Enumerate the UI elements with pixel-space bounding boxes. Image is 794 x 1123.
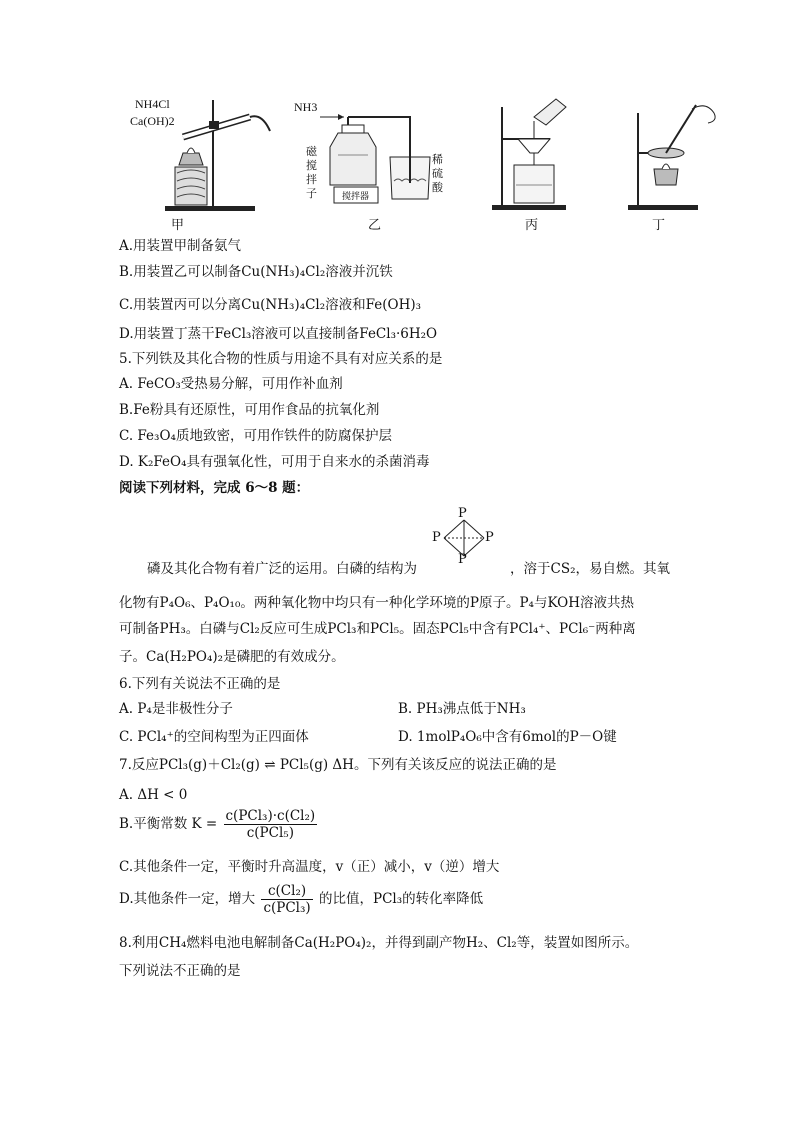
q5-option-a: A. FeCO₃受热易分解，可用作补血剂	[119, 376, 343, 392]
yi-stir-bar-label: 磁 搅 拌 子	[306, 145, 317, 200]
apparatus-yi	[292, 95, 442, 215]
q8-stem-line2: 下列说法不正确的是	[119, 963, 241, 979]
p4-atom-left: P	[432, 530, 441, 545]
stirrer-label: 搅拌器	[342, 192, 370, 202]
material-line1-end: ，溶于CS₂，易自燃。其氧	[510, 561, 670, 577]
q6-option-d: D. 1molP₄O₆中含有6mol的P－O键	[398, 729, 617, 745]
p4-atom-bottom: P	[458, 552, 467, 567]
q6-option-b: B. PH₃沸点低于NH₃	[398, 701, 526, 717]
q6-option-a: A. P₄是非极性分子	[119, 701, 233, 717]
q4-option-b: B.用装置乙可以制备Cu(NH₃)₄Cl₂溶液并沉铁	[119, 264, 393, 280]
q7-stem: 7.反应PCl₃(g)＋Cl₂(g) ⇌ PCl₅(g) ΔH。下列有关该反应的说法正确的是	[119, 757, 557, 773]
q5-option-b: B.Fe粉具有还原性，可用作食品的抗氧化剂	[119, 402, 380, 418]
p4-structure	[428, 506, 500, 570]
q5-option-d: D. K₂FeO₄具有强氧化性，可用于自来水的杀菌消毒	[119, 454, 430, 470]
material-line4: 子。Ca(H₂PO₄)₂是磷肥的有效成分。	[119, 649, 345, 665]
q7-option-a: A. ΔH < 0	[119, 787, 188, 803]
apparatus-ding	[620, 95, 730, 215]
jia-reagent-nh4cl: NH4Cl	[135, 97, 170, 111]
q4-option-d: D.用装置丁蒸干FeCl₃溶液可以直接制备FeCl₃·6H₂O	[119, 326, 438, 342]
caption-bing: 丙	[525, 218, 539, 233]
q7-d-fraction	[261, 883, 312, 916]
caption-jia: 甲	[171, 218, 185, 233]
yi-acid-label: 稀 硫 酸	[432, 153, 443, 194]
caption-yi: 乙	[368, 218, 382, 233]
p4-atom-top: P	[458, 506, 467, 521]
jia-reagent-caoh2: Ca(OH)2	[130, 114, 175, 128]
q7-option-c: C.其他条件一定，平衡时升高温度，v（正）减小，v（逆）增大	[119, 859, 500, 875]
yi-gas-label: NH3	[294, 100, 318, 114]
q7-option-d	[119, 883, 483, 916]
apparatus-ding-drawing	[620, 95, 730, 215]
apparatus-jia	[130, 95, 275, 215]
reading-header: 阅读下列材料，完成 6～8 题：	[119, 480, 310, 496]
apparatus-bing	[490, 95, 580, 215]
apparatus-bing-drawing	[490, 95, 580, 215]
q7-b-numerator: c(PCl₃)·c(Cl₂)	[225, 808, 316, 824]
q4-option-a: A.用装置甲制备氨气	[119, 238, 242, 254]
p4-atom-right: P	[485, 530, 494, 545]
q6-option-c: C. PCl₄⁺的空间构型为正四面体	[119, 729, 309, 745]
q8-stem-line1: 8.利用CH₄燃料电池电解制备Ca(H₂PO₄)₂，并得到副产物H₂、Cl₂等，装置如图所示。	[119, 935, 639, 951]
q7-d-prefix: D.其他条件一定，增大	[119, 891, 256, 907]
q7-d-denominator: c(PCl₃)	[263, 900, 311, 916]
material-line3: 可制备PH₃。白磷与Cl₂反应可生成PCl₃和PCl₅。固态PCl₅中含有PCl₄⁺、PCl₆⁻两种离	[119, 621, 636, 637]
q7-d-numerator: c(Cl₂)	[261, 883, 312, 900]
material-line2: 化物有P₄O₆、P₄O₁₀。两种氧化物中均只有一种化学环境的P原子。P₄与KOH溶液共热	[119, 595, 635, 611]
q4-option-c: C.用装置丙可以分离Cu(NH₃)₄Cl₂溶液和Fe(OH)₃	[119, 297, 422, 313]
q7-b-denominator: c(PCl₅)	[246, 825, 294, 841]
material-line1-start: 磷及其化合物有着广泛的运用。白磷的结构为	[147, 561, 417, 577]
apparatus-jia-drawing	[135, 95, 275, 215]
q7-b-fraction	[224, 808, 318, 841]
q7-b-prefix: B.平衡常数 K =	[119, 816, 218, 832]
q7-option-b	[119, 808, 319, 841]
q5-option-c: C. Fe₃O₄质地致密，可用作铁件的防腐保护层	[119, 428, 392, 444]
q6-stem: 6.下列有关说法不正确的是	[119, 676, 281, 692]
q7-d-suffix: 的比值，PCl₃的转化率降低	[318, 891, 484, 907]
caption-ding: 丁	[652, 218, 666, 233]
q5-stem: 5.下列铁及其化合物的性质与用途不具有对应关系的是	[119, 351, 443, 367]
